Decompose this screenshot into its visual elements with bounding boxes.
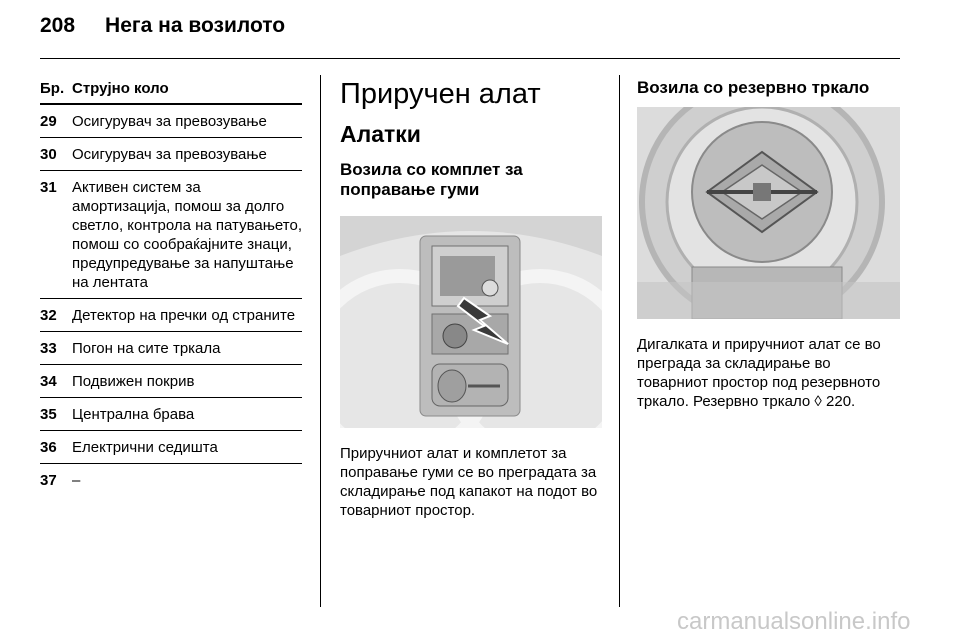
header-rule: [40, 58, 900, 59]
fuse-number: 34: [40, 373, 57, 390]
tools-section: [340, 78, 602, 520]
section-title: Приручен алат: [340, 78, 541, 110]
page-header: [40, 14, 285, 38]
fuse-circuit: Осигурувач за превозување: [72, 113, 267, 130]
page-number: 208: [40, 14, 76, 37]
fuse-number: 35: [40, 406, 57, 423]
table-row: [40, 105, 302, 138]
fuse-number: 37: [40, 472, 57, 489]
table-header: [40, 80, 302, 105]
fuse-number: 33: [40, 340, 57, 357]
tools-caption: Приручниот алат и комплетот за поправање гуми се во преградата за складирање под капакот на подот во товарниот простор.: [340, 445, 598, 519]
column-divider: [619, 75, 620, 607]
column-header-circuit: Струјно коло: [72, 80, 169, 97]
spare-wheel-caption: Дигалката и приручниот алат се во преграда за складирање во товарниот простор под резервното тркало. Резервно тркало ◊ 220.: [637, 336, 881, 410]
spare-wheel-section: [637, 78, 900, 411]
fuse-number: 30: [40, 146, 57, 163]
tyre-repair-kit-illustration: [340, 216, 602, 428]
fuse-circuit: Електрични седишта: [72, 439, 218, 456]
fuse-circuit: Детектор на пречки од страните: [72, 307, 296, 324]
jack-in-spare-wheel-illustration: [637, 107, 900, 319]
fuse-number: 32: [40, 307, 57, 324]
table-row: [40, 138, 302, 171]
table-row: [40, 171, 302, 299]
fuse-circuit: Осигурувач за превозување: [72, 146, 267, 163]
fuse-circuit: Активен систем за амортизација, помош за долго светло, контрола на патувањето, помош со сообраќајните знаци, предупредување за напуштање на лентата: [72, 179, 302, 291]
table-row: [40, 398, 302, 431]
fuse-number: 36: [40, 439, 57, 456]
table-row: [40, 299, 302, 332]
page-title: Нега на возилото: [105, 14, 286, 37]
section-heading: Возила со комплет за поправање гуми: [340, 160, 523, 199]
watermark: carmanualsonline.info: [677, 608, 911, 635]
fuse-circuit: –: [72, 472, 81, 489]
fuse-circuit: Централна брава: [72, 406, 195, 423]
fuse-number: 31: [40, 179, 57, 196]
fuse-number: 29: [40, 113, 57, 130]
section-subtitle: Алатки: [340, 121, 421, 147]
table-row: [40, 365, 302, 398]
fuse-circuit: Погон на сите тркала: [72, 340, 221, 357]
column-divider: [320, 75, 321, 607]
table-row: [40, 332, 302, 365]
fuse-circuit: Подвижен покрив: [72, 373, 195, 390]
trunk-compartment-illustration: [340, 216, 602, 428]
table-row: [40, 431, 302, 464]
column-header-number: Бр.: [40, 80, 65, 97]
fuse-table: [40, 80, 302, 496]
table-row: [40, 464, 302, 496]
spare-wheel-illustration: [637, 107, 900, 319]
section-heading: Возила со резервно тркало: [637, 78, 870, 97]
